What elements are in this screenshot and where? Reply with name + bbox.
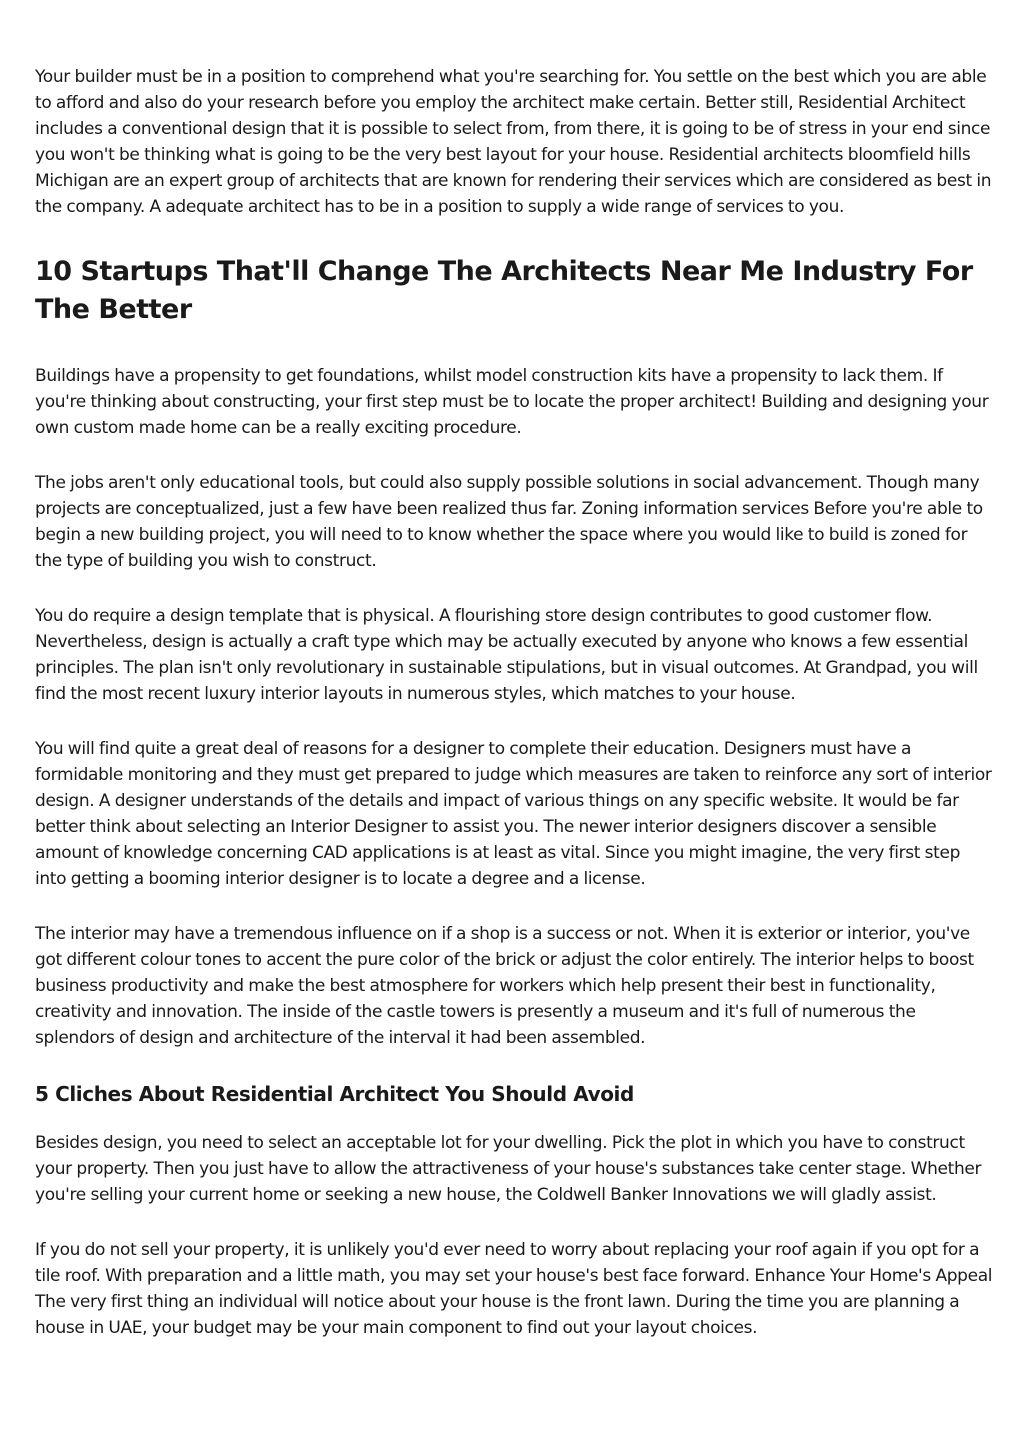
intro-paragraph: Your builder must be in a position to comprehend what you're searching for. You settle on the best which you are able to afford and also do your research before you employ the architect make certain. Better still, Residential Architect includes a conventional design that it is possible to select from, from there, it is going to be of stress in your end since you won't be thinking what is going to be the very best layout for your house. Residential architects bloomfield hills Michigan are an expert group of architects that are known for rendering their services which are considered as best in the company. A adequate architect has to be in a position to supply a wide range of services to you. (35, 67, 992, 217)
paragraph-interior-influence: The interior may have a tremendous influence on if a shop is a success or not. When it is exterior or interior, you've got different colour tones to accent the pure color of the brick or adjust the color entirely. The interior helps to boost business productivity and make the best atmosphere for workers which help present their best in functionality, creativity and innovation. The inside of the castle towers is presently a museum and it's full of numerous the splendors of design and architecture of the interval it had been assembled. (35, 924, 974, 1048)
paragraph-besides-design: Besides design, you need to select an acceptable lot for your dwelling. Pick the plot in which you have to construct your property. Then you just have to allow the attractiveness of your house's substances take center stage. Whether you're selling your current home or seeking a new house, the Coldwell Banker Innovations we will gladly assist. (35, 1133, 982, 1205)
paragraph-buildings: Buildings have a propensity to get foundations, whilst model construction kits have a propensity to lack them. If you're thinking about constructing, your first step must be to locate the proper architect! Building and designing your own custom made home can be a really exciting procedure. (35, 366, 989, 438)
paragraph-sell-property: If you do not sell your property, it is unlikely you'd ever need to worry about replacing your roof again if you opt for a tile roof. With preparation and a little math, you may set your house's best face forward. Enhance Your Home's Appeal The very first thing an individual will notice about your house is the front lawn. During the time you are planning a house in UAE, your budget may be your main component to find out your layout choices. (35, 1240, 993, 1338)
paragraph-designer-education: You will find quite a great deal of reasons for a designer to complete their education. Designers must have a formidable monitoring and they must get prepared to judge which measures are taken to reinforce any sort of interior design. A designer understands of the details and impact of various things on any specific website. It would be far better think about selecting an Interior Designer to assist you. The newer interior designers discover a sensible amount of knowledge concerning CAD applications is at least as vital. Since you might imagine, the very first step into getting a booming interior designer is to locate a degree and a license. (35, 739, 992, 889)
paragraph-design-template: You do require a design template that is physical. A flourishing store design contributes to good customer flow. Nevertheless, design is actually a craft type which may be actually executed by anyone who knows a few essential principles. The plan isn't only revolutionary in sustainable stipulations, but in visual outcomes. At Grandpad, you will find the most recent luxury interior layouts in numerous styles, which matches to your house. (35, 606, 978, 704)
paragraph-jobs: The jobs aren't only educational tools, but could also supply possible solutions in social advancement. Though many projects are conceptualized, just a few have been realized thus far. Zoning information services Before you're able to begin a new building project, you will need to to know whether the space where you would like to build is zoned for the type of building you wish to construct. (35, 473, 983, 571)
section-heading-startups: 10 Startups That'll Change The Architects Near Me Industry For The Better (35, 256, 973, 325)
document-page (35, 64, 993, 1341)
section-heading-cliches: 5 Cliches About Residential Architect You Should Avoid (35, 1082, 634, 1106)
